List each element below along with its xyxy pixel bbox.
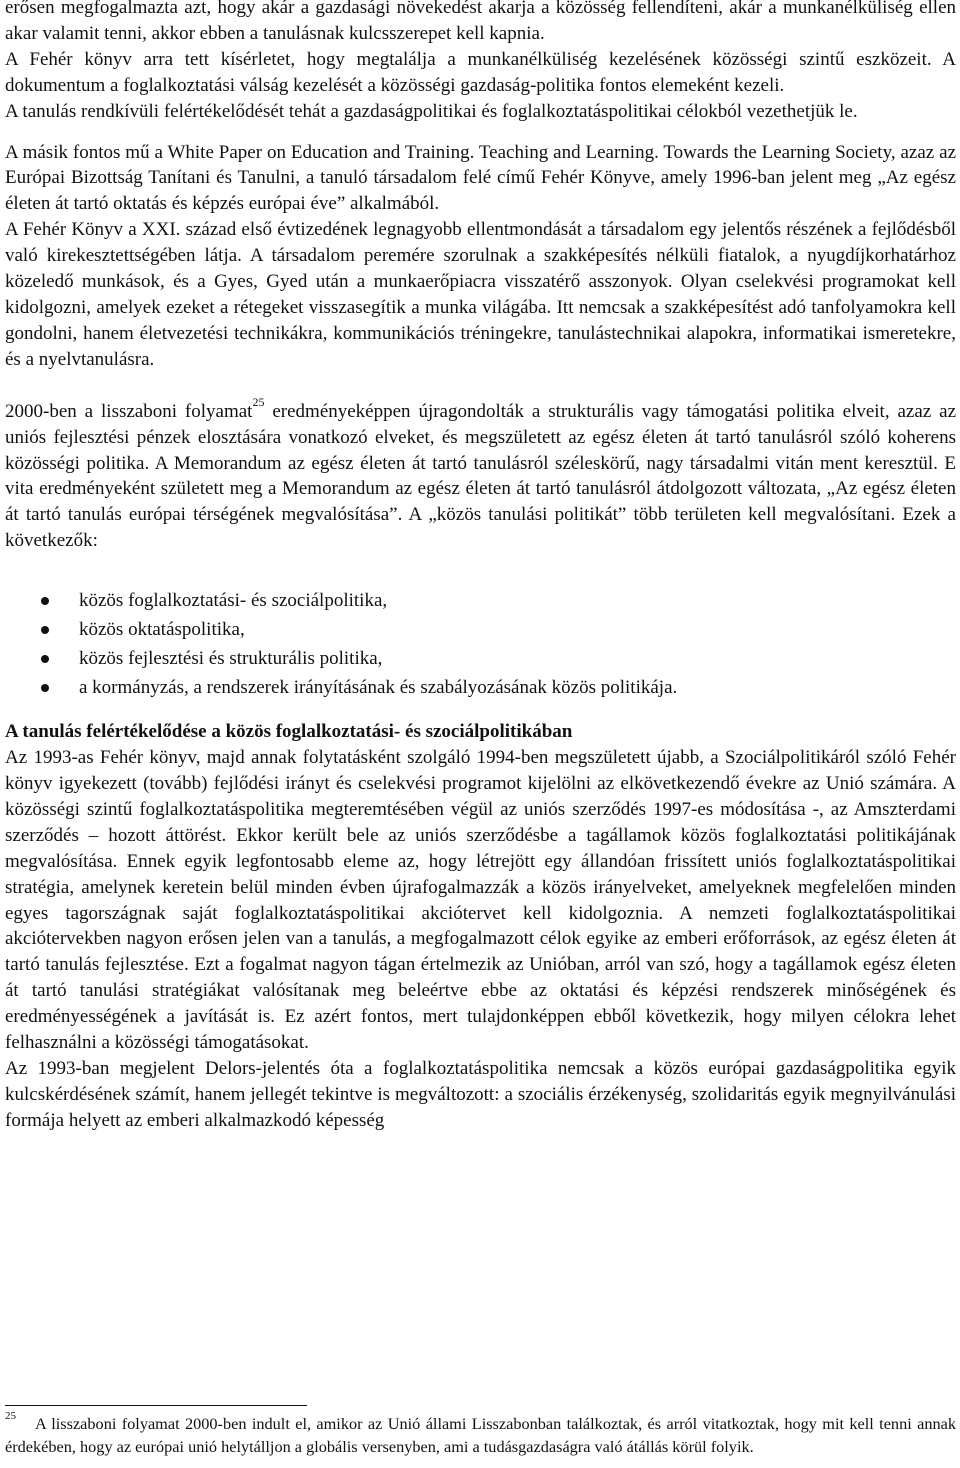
bullet-icon [41, 684, 49, 692]
footnote-reference[interactable]: 25 [252, 395, 265, 410]
bullet-icon [41, 597, 49, 605]
paragraph-employment-policy: Az 1993-as Fehér könyv, majd annak folytatásként szolgáló 1994-ben megszületett újabb, a Szociálpolitikáról szóló Fehér könyv igyekezett (tovább) fejlődési irányt és cselekvési programot kijelölni az elkövetkezendő évekre az Unió számára. A közösségi szintű foglalkoztatáspolitika megteremtésében végül az uniós szerződés 1997-es módosítása -, az Amszterdami szerződés – hozott áttörést. Ekkor került bele az uniós szerződésbe a tagállamok közös foglalkoztatási politikájának megvalósítása. Ennek egyik legfontosabb eleme az, hogy létrejött egy állandóan frissített uniós foglalkoztatáspolitikai stratégia, amelynek keretein belül minden évben újrafogalmazzák a közös irányelveket, amelyeknek megfelelően minden egyes tagországnak saját foglalkoztatáspolitikai akciótervet kell kidolgoznia. A nemzeti foglalkoztatáspolitikai akciótervekben nagyon erősen jelen van a tanulás, a megfogalmazott célok egyike az emberi erőforrások, az egész életen át tartó tanulás fejlesztése. Ezt a fogalmat nagyon tágan értelmezik az Unióban, arról van szó, hogy a tagállamok egész életen át tartó tanulási stratégiákat valósítanak meg beleértve ebbe az oktatási és képzési rendszerek minőségének és eredményességének a javítását is. Ez azért fontos, mert tulajdonképpen ebből következik, hogy milyen célokra lehet felhasználni a közösségi támogatásokat. [5, 747, 956, 1054]
bullet-icon [41, 626, 49, 634]
paragraph-white-paper-1996: A másik fontos mű a White Paper on Education and Training. Teaching and Learning. Towards the Learning Society, azaz az Európai Bizottság Tanítani és Tanulni, a tanuló társadalom felé című Fehér Könyve, amely 1996-ban jelent meg „Az egész életen át tartó oktatás és képzés európai éve” alkalmából. [5, 141, 956, 215]
paragraph-delors: Az 1993-ban megjelent Delors-jelentés óta a foglalkoztatáspolitika nemcsak a közös európai gazdaságpolitika egyik kulcskérdésének számít, hanem jellegét tekintve is megváltozott: a szociális érzékenység, szolidaritás egyik megnyilvánulási formája helyett az emberi alkalmazkodó képesség [5, 1058, 956, 1131]
section-heading: A tanulás felértékelődése a közös foglalkoztatási- és szociálpolitikában [5, 721, 573, 743]
footnote-divider [5, 1405, 307, 1406]
list-item: közös fejlesztési és strukturális politika, [5, 644, 956, 673]
policy-areas-list [5, 586, 956, 702]
paragraph-intro: erősen megfogalmazta azt, hogy akár a gazdasági növekedést akarja a közösség fellendíteni, akár a munkanélküliség ellen akar valamit tenni, akkor ebben a tanulásnak kulcsszerepet kell kapnia. [5, 0, 956, 44]
paragraph-exclusion: A Fehér Könyv a XXI. század első évtizedének legnagyobb ellentmondását a társadalom egy jelentős részének a fejlődésből való kirekesztettségében látja. A társadalom peremére szorulnak a szakképesítés nélküli fiatalok, a nyugdíjkorhatárhoz közeledő munkások, és a Gyes, Gyed után a munkaerőpiacra visszatérő asszonyok. Olyan cselekvési programokat kell kidolgozni, amelyek ezeket a rétegeket visszasegítik a munka világába. Itt nemcsak a szakképesítést adó tanfolyamokra kell gondolni, hanem életvezetési technikákra, kommunikációs tréningekre, tanulástechnikai alapokra, informatikai ismeretekre, és a nyelvtanulásra. [5, 219, 956, 370]
list-item: közös oktatáspolitika, [5, 615, 956, 644]
list-item: közös foglalkoztatási- és szociálpolitika, [5, 586, 956, 615]
list-item: a kormányzás, a rendszerek irányításának és szabályozásának közös politikája. [5, 673, 956, 702]
footnote: $^{25}$ A lisszaboni folyamat 2000-ben indult el, amikor az Unió állami Lisszabonban találkoztak, és arról vitatkoztak, hogy mit kell tenni annak érdekében, hogy az európai unió helytálljon a globális versenyben, ami a tudásgazdaságra való átállás körül folyik. [5, 1409, 956, 1456]
paragraph-learning-value: A tanulás rendkívüli felértékelődését tehát a gazdaságpolitikai és foglalkoztatáspolitikai célokból vezethetjük le. [5, 100, 858, 122]
bullet-icon [41, 655, 49, 663]
lisbon-text-end: eredményeképpen újragondolták a strukturális vagy támogatási politika elveit, azaz az uniós fejlesztési pénzek elosztására vonatkozó elveket, és megszületett az egész életen át tartó tanulásról szóló koherens közösségi politika. A Memorandum az egész életen át tartó tanulásról széleskörű, nagy társadalmi vitán ment keresztül. E vita eredményeként született meg a Memorandum az egész életen át tartó tanulásról átdolgozott változata, „Az egész életen át tartó tanulás európai térségének megvalósítása”. A „közös tanulási politikát” több területen kell megvalósítani. Ezek a következők: [5, 400, 956, 552]
footnote-text: A lisszaboni folyamat 2000-ben indult el, amikor az Unió állami Lisszabonban találkoztak, és arról vitatkoztak, hogy mit kell tenni annak érdekében, hogy az európai unió helytálljon a globális versenyben, ami a tudásgazdaságra való átállás körül folyik. [5, 1414, 956, 1456]
paragraph-lisbon [5, 395, 956, 554]
lisbon-text-start: 2000-ben a lisszaboni folyamat [5, 400, 253, 422]
paragraph-white-paper-1993: A Fehér könyv arra tett kísérletet, hogy megtalálja a munkanélküliség kezelésének közösségi szintű eszközeit. A dokumentum a foglalkoztatási válság kezelését a közösségi gazdaság-politika fontos elemeként kezeli. [5, 48, 956, 96]
